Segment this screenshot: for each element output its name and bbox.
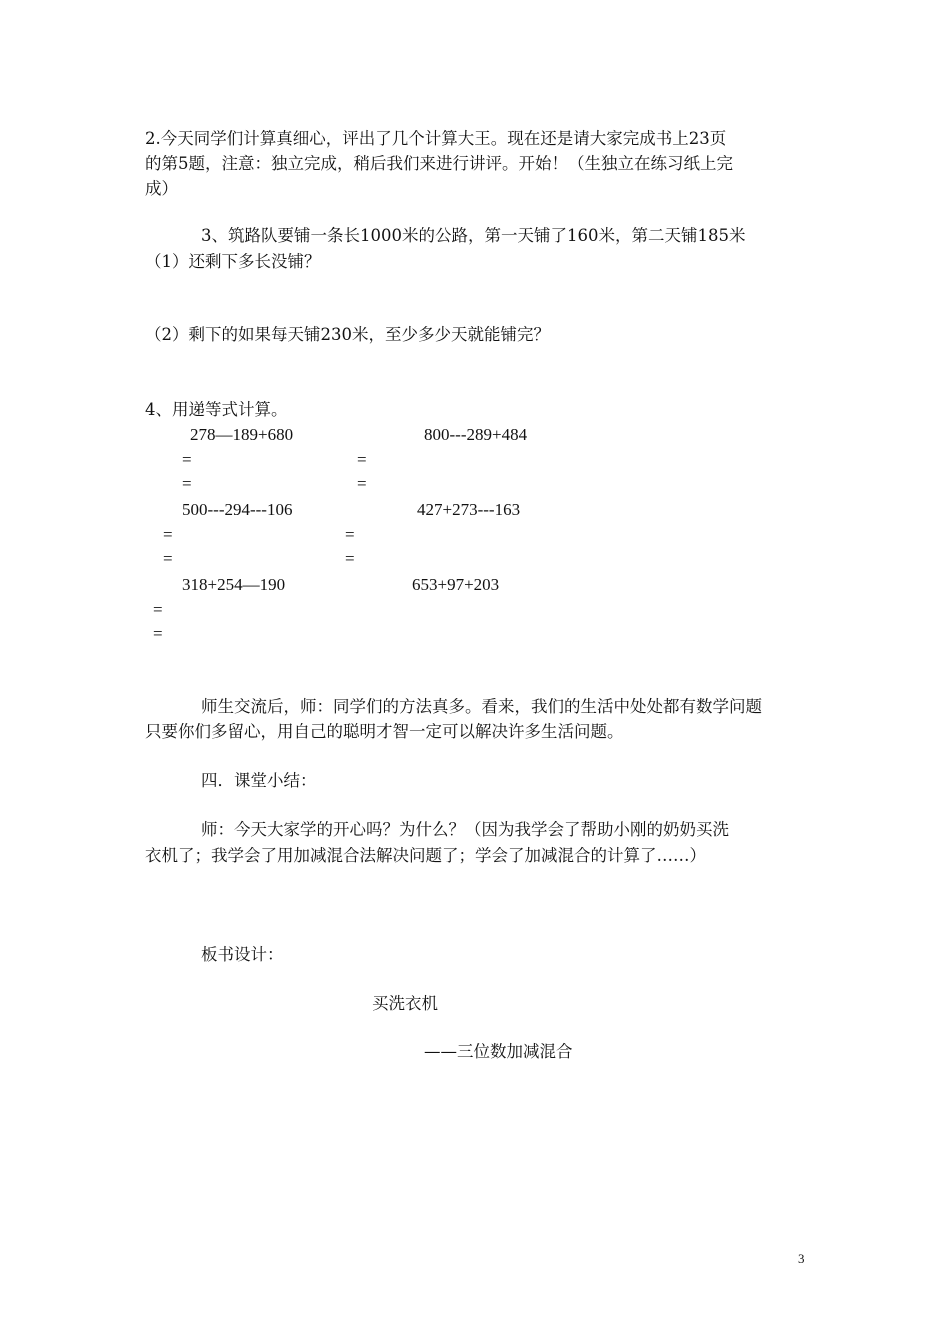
expression-3: 500---294---106 <box>182 500 293 519</box>
problem3-question-1: （1）还剩下多长没铺？ <box>145 252 321 271</box>
equals-sign: = <box>345 525 355 544</box>
equals-sign: = <box>153 600 163 619</box>
equals-sign: = <box>357 474 367 493</box>
expression-1: 278—189+680 <box>190 425 294 444</box>
board-design-subtitle: ——三位数加减混合 <box>424 1042 573 1061</box>
exchange-line1: 师生交流后，师：同学们的方法真多。看来，我们的生活中处处都有数学问题 <box>201 697 762 716</box>
expression-4: 427+273---163 <box>417 500 521 519</box>
problem4-title: 4、用递等式计算。 <box>145 400 288 419</box>
section2-line3: 成） <box>145 179 178 198</box>
equals-sign: = <box>163 549 173 568</box>
expression-5: 318+254—190 <box>182 575 286 594</box>
exchange-line2: 只要你们多留心，用自己的聪明才智一定可以解决许多生活问题。 <box>145 722 624 741</box>
equals-sign: = <box>153 624 163 643</box>
equals-sign: = <box>182 450 192 469</box>
expression-6: 653+97+203 <box>412 575 500 594</box>
equals-sign: = <box>357 450 367 469</box>
summary-line1: 师：今天大家学的开心吗？为什么？（因为我学会了帮助小刚的奶奶买洗 <box>201 820 729 839</box>
problem3-title: 3、筑路队要铺一条长1000米的公路，第一天铺了160米，第二天铺185米 <box>201 226 746 245</box>
page-number: 3 <box>798 1251 805 1266</box>
summary-line2: 衣机了；我学会了用加减混合法解决问题了；学会了加减混合的计算了……） <box>145 846 706 865</box>
board-design-heading: 板书设计： <box>201 945 284 964</box>
section2-line2: 的第5题，注意：独立完成，稍后我们来进行讲评。开始！（生独立在练习纸上完 <box>145 154 733 173</box>
problem3-question-2: （2）剩下的如果每天铺230米，至少多少天就能铺完？ <box>145 325 550 344</box>
section2-line1: 2.今天同学们计算真细心，评出了几个计算大王。现在还是请大家完成书上23页 <box>145 129 727 148</box>
equals-sign: = <box>163 525 173 544</box>
equals-sign: = <box>182 474 192 493</box>
board-design-title: 买洗衣机 <box>372 994 438 1013</box>
equals-sign: = <box>345 549 355 568</box>
summary-heading: 四．课堂小结： <box>201 771 317 790</box>
expression-2: 800---289+484 <box>424 425 528 444</box>
